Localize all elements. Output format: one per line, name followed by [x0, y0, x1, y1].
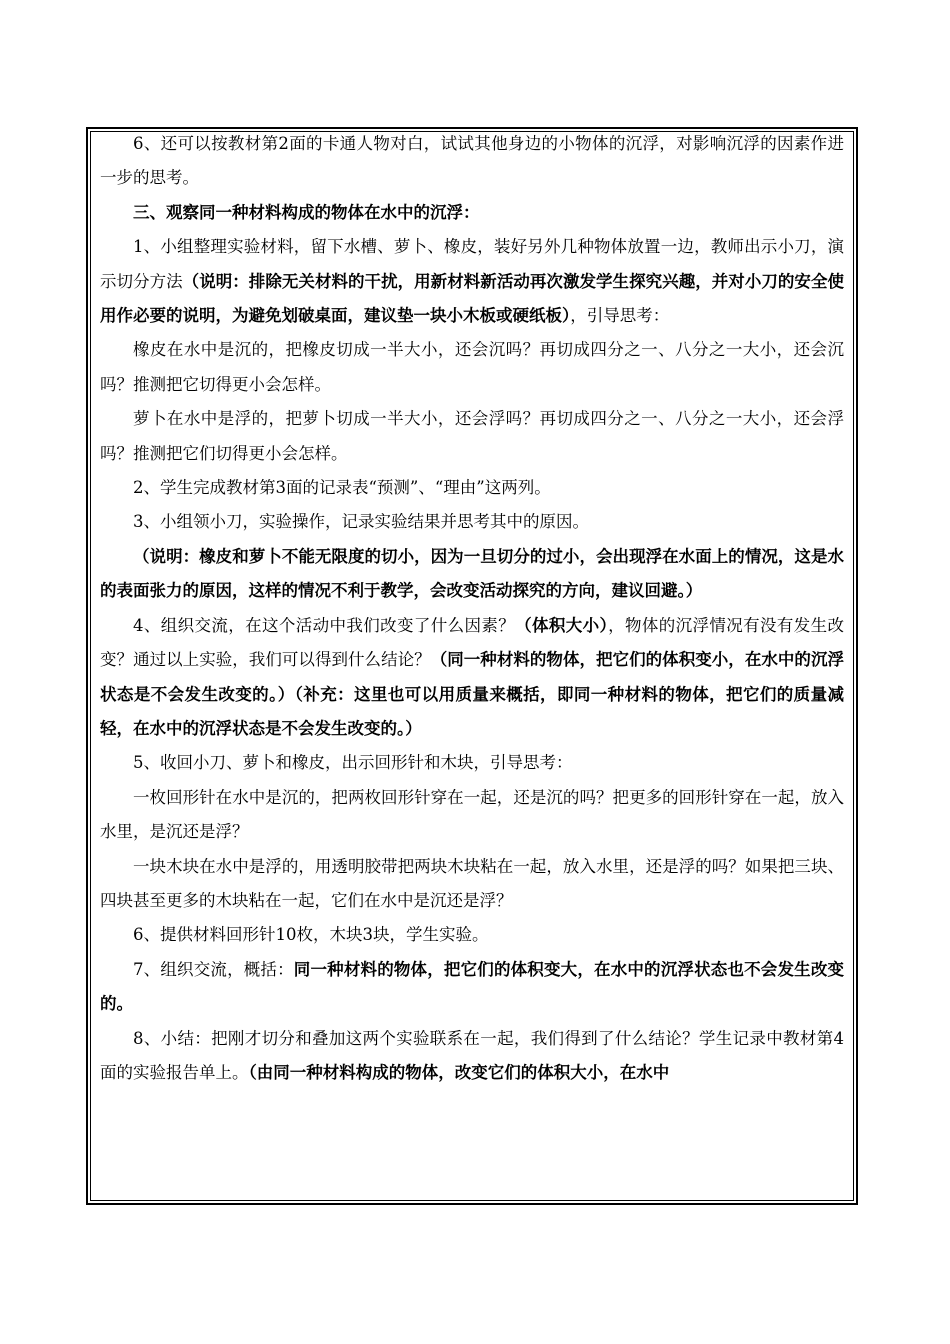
bold-text-run: （说明：橡皮和萝卜不能无限度的切小，因为一旦切分的过小，会出现浮在水面上的情况，这是水的表面张力的原因，这样的情况不利于教学，会改变活动探究的方向，建议回避。）: [100, 546, 844, 601]
paragraph: [100, 953, 844, 1022]
text-run: 萝卜在水中是浮的，把萝卜切成一半大小，还会浮吗？再切成四分之一、八分之一大小，还会浮吗？推测把它们切得更小会怎样。: [100, 409, 844, 463]
text-run: 橡皮在水中是沉的，把橡皮切成一半大小，还会沉吗？再切成四分之一、八分之一大小，还会沉吗？推测把它切得更小会怎样。: [100, 340, 844, 394]
text-run: 6、还可以按教材第2面的卡通人物对白，试试其他身边的小物体的沉浮，对影响沉浮的因素作进一步的思考。: [100, 134, 844, 188]
text-run: 5、收回小刀、萝卜和橡皮，出示回形针和木块，引导思考：: [133, 753, 573, 773]
paragraph: [100, 1022, 844, 1091]
paragraph: [100, 746, 844, 780]
paragraph: [100, 609, 844, 747]
paragraph: [100, 402, 844, 471]
bold-text-run: （说明：排除无关材料的干扰，用新材料新活动再次激发学生探究兴趣，并对小刀的安全使用作必要的说明，为避免划破桌面，建议垫一块小木板或硬纸板）: [100, 271, 844, 326]
bold-text-run: （由同一种材料构成的物体，改变它们的体积大小，在水中: [248, 1062, 670, 1082]
text-run: ，引导思考：: [570, 306, 670, 326]
bold-text-run: （同一种材料的物体，把它们的体积变小，在水中的沉浮状态是不会发生改变的。）（补充：这里也可以用质量来概括，即同一种材料的物体，把它们的质量减轻，在水中的沉浮状态是不会发生改变的。）: [100, 650, 844, 738]
text-run: 4、组织交流，在这个活动中我们改变了什么因素？: [133, 615, 516, 635]
paragraph: [100, 918, 844, 952]
paragraph: [100, 471, 844, 505]
text-run: 2、学生完成教材第3面的记录表“预测”、“理由”这两列。: [133, 478, 551, 498]
paragraph: [100, 333, 844, 402]
lesson-plan-body: [100, 127, 844, 1201]
text-run: 7、组织交流，概括：: [133, 959, 294, 979]
paragraph: [100, 850, 844, 919]
text-run: 1、小组整理实验材料，留下水槽、萝卜、橡皮，装好另外几种物体放置一边，教师出示小刀，演示切分方法: [100, 237, 844, 291]
text-run: 8、小结：把刚才切分和叠加这两个实验联系在一起，我们得到了什么结论？学生记录中教材第4面的实验报告单上。: [100, 1028, 844, 1082]
paragraph: [100, 230, 844, 333]
bold-text-run: 同一种材料的物体，把它们的体积变大，在水中的沉浮状态也不会发生改变的。: [100, 959, 844, 1014]
paragraph: [100, 781, 844, 850]
text-run: 一枚回形针在水中是沉的，把两枚回形针穿在一起，还是沉的吗？把更多的回形针穿在一起，放入水里，是沉还是浮？: [100, 787, 844, 842]
text-run: ，物体的沉浮情况有没有发生改变？通过以上实验，我们可以得到什么结论？: [100, 615, 844, 670]
bold-text-run: 三、观察同一种材料构成的物体在水中的沉浮：: [133, 202, 480, 222]
paragraph: [100, 540, 844, 609]
text-run: 3、小组领小刀，实验操作，记录实验结果并思考其中的原因。: [133, 512, 589, 532]
text-run: 一块木块在水中是浮的，用透明胶带把两块木块粘在一起，放入水里，还是浮的吗？如果把三块、四块甚至更多的木块粘在一起，它们在水中是沉还是浮？: [100, 856, 844, 910]
text-run: 6、提供材料回形针10枚，木块3块，学生实验。: [133, 925, 489, 945]
bold-text-run: （体积大小）: [515, 615, 609, 635]
paragraph: [100, 127, 844, 196]
paragraph: [100, 196, 844, 230]
paragraph: [100, 505, 844, 539]
